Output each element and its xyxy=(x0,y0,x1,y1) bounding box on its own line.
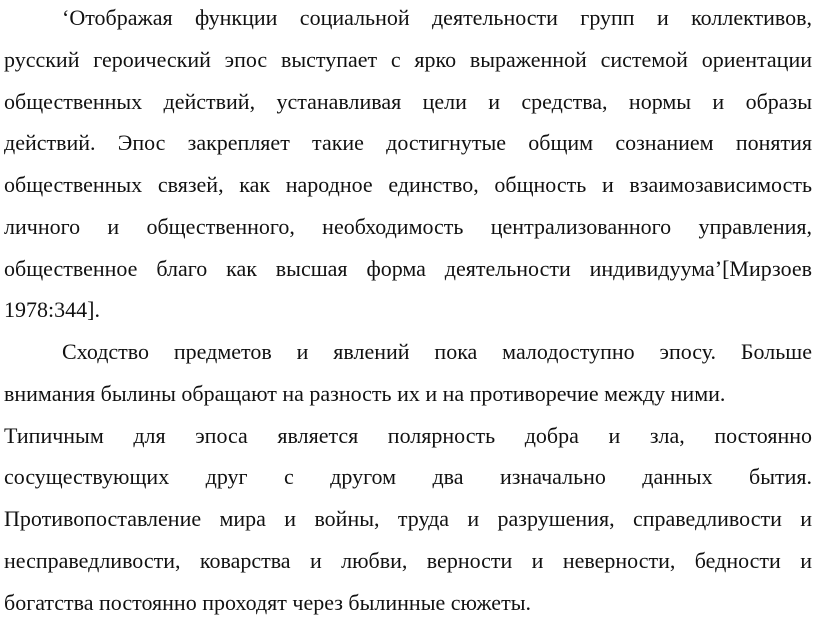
paragraph-line: общественных действий, устанавливая цели и средства, нормы и образы xyxy=(4,89,812,114)
paragraph-line: русский героический эпос выступает с ярко выраженной системой ориентации xyxy=(4,47,812,72)
paragraph-line: внимания былины обращают на разность их и на противоречие между ними. xyxy=(4,381,726,406)
paragraph-line: 1978:344]. xyxy=(4,297,100,322)
paragraph-line: Типичным для эпоса является полярность добра и зла, постоянно xyxy=(4,423,812,448)
paragraph-line: личного и общественного, необходимость централизованного управления, xyxy=(4,214,812,239)
paragraph-line: ‘Отображая функции социальной деятельности групп и коллективов, xyxy=(62,5,812,30)
paragraph-line: несправедливости, коварства и любви, верности и неверности, бедности и xyxy=(4,548,812,573)
paragraph-line: Противопоставление мира и войны, труда и разрушения, справедливости и xyxy=(4,506,812,531)
paragraph-line: действий. Эпос закрепляет такие достигнутые общим сознанием понятия xyxy=(4,130,812,155)
paragraph-line: богатства постоянно проходят через былинные сюжеты. xyxy=(4,590,531,615)
paragraph-line: общественных связей, как народное единство, общность и взаимозависимость xyxy=(4,172,812,197)
paragraph-line: общественное благо как высшая форма деятельности индивидуума’[Мирзоев xyxy=(4,256,812,281)
paragraph-line: сосуществующих друг с другом два изначально данных бытия. xyxy=(4,464,812,489)
paragraph-line: Сходство предметов и явлений пока малодоступно эпосу. Больше xyxy=(62,339,812,364)
